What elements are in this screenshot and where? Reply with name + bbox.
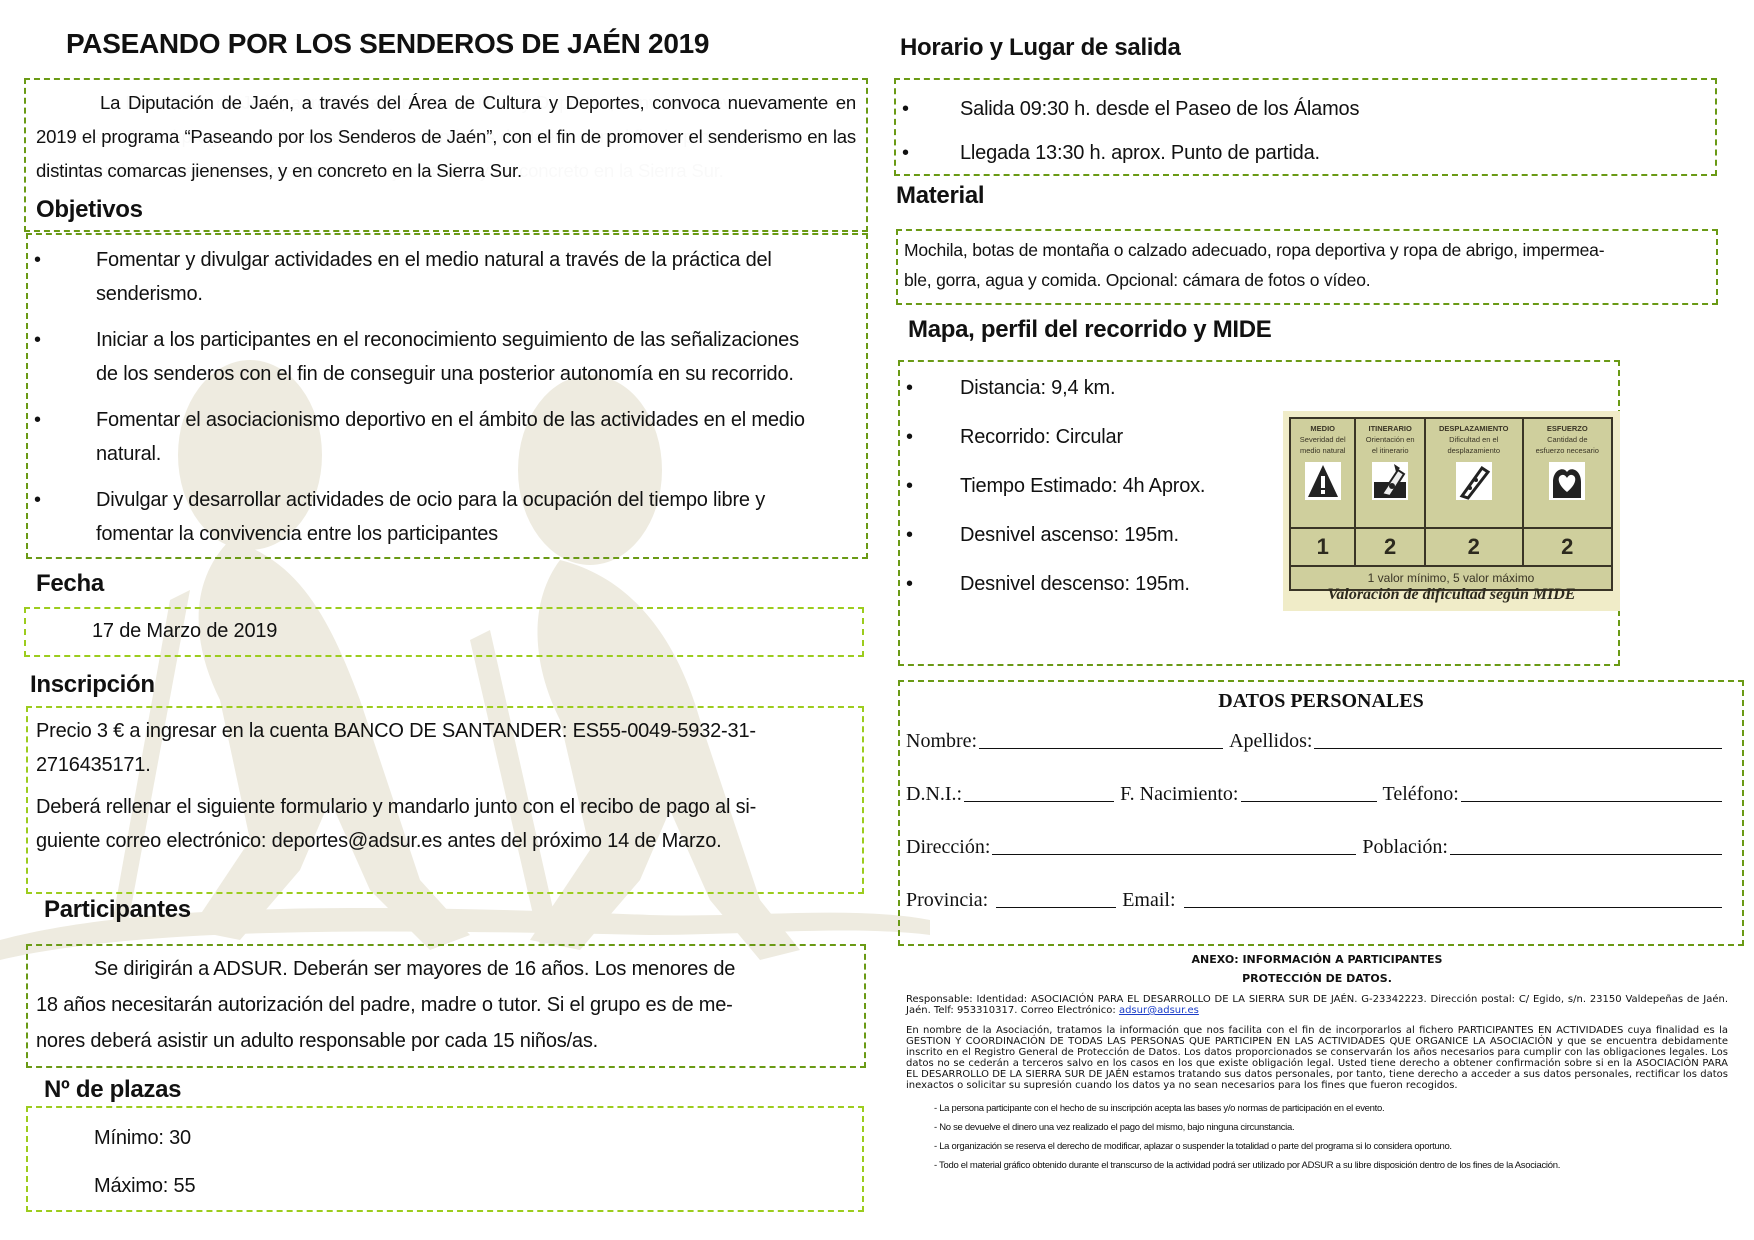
mide-col-name: MEDIO — [1310, 424, 1336, 433]
annex-responsable — [906, 994, 1728, 1016]
provincia-field[interactable] — [996, 887, 1116, 908]
apellidos-field[interactable] — [1314, 728, 1722, 749]
plazas-heading: Nº de plazas — [44, 1076, 182, 1103]
mapa-item-tiempo: • Tiempo Estimado: 4h Aprox. — [900, 462, 1618, 511]
material-heading: Material — [896, 182, 985, 209]
participantes-line: nores deberá asistir un adulto responsable por cada 15 niños/as. — [36, 1030, 599, 1052]
email-label: Email: — [1122, 889, 1176, 911]
plazas-maximo: Máximo: 55 — [94, 1175, 196, 1197]
mide-header-esfuerzo — [1523, 418, 1612, 528]
dni-field[interactable] — [964, 781, 1114, 802]
material-line: Mochila, botas de montaña o calzado adecuado, ropa deportiva y ropa de abrigo, impermea- — [904, 240, 1605, 260]
mide-value-desplazamiento: 2 — [1425, 528, 1523, 566]
email-field[interactable] — [1184, 887, 1722, 908]
direccion-label: Dirección: — [906, 836, 991, 858]
objetivo-item — [28, 323, 866, 391]
objetivo-line: fomentar la convivencia entre los participantes — [96, 523, 498, 545]
objetivo-line: • Fomentar y divulgar actividades en el medio natural a través de la práctica del — [96, 249, 772, 271]
mide-col-desc: Severidad del — [1299, 435, 1346, 444]
mapa-heading: Mapa, perfil del recorrido y MIDE — [908, 316, 1272, 343]
mapa-item-distancia: • Distancia: 9,4 km. — [900, 364, 1618, 413]
nacimiento-field[interactable] — [1241, 781, 1377, 802]
objetivo-line: • Fomentar el asociacionismo deportivo en el ámbito de las actividades en el medio — [96, 409, 805, 431]
mide-header-medio — [1290, 418, 1355, 528]
mide-col-name: ESFUERZO — [1546, 424, 1588, 433]
mide-header-desplazamiento — [1425, 418, 1523, 528]
annex-rule: - La organización se reserva el derecho de modificar, aplazar o suspender la totalidad o parte del programa si lo considera oportuno. — [934, 1141, 1452, 1152]
boot-icon — [1456, 462, 1492, 500]
inscripcion-heading: Inscripción — [30, 671, 155, 698]
fecha-heading: Fecha — [36, 570, 104, 597]
mide-value-itinerario: 2 — [1355, 528, 1424, 566]
mide-col-name: DESPLAZAMIENTO — [1439, 424, 1509, 433]
nacimiento-label: F. Nacimiento: — [1120, 783, 1239, 805]
mide-table — [1283, 411, 1620, 611]
annex-email-link[interactable]: adsur@adsur.es — [1118, 1005, 1199, 1016]
nombre-field[interactable] — [979, 728, 1223, 749]
mapa-item-descenso: • Desnivel descenso: 195m. — [900, 560, 1618, 609]
warning-triangle-icon — [1305, 462, 1341, 500]
form-row — [900, 753, 1742, 806]
mide-col-desc: el itinerario — [1371, 446, 1409, 455]
signpost-icon — [1372, 462, 1408, 500]
objetivo-item — [28, 243, 866, 311]
intro-paragraph: La Diputación de Jaén, a través del Área de Cultura y Deportes, convoca nuevamente en 2019 el programa “Paseando por los Senderos de Jaén”, con el fin de promover el senderismo en las distintas comarcas jienenses, y en concreto en la Sierra Sur. — [36, 92, 856, 181]
heart-effort-icon — [1549, 462, 1585, 500]
inscripcion-box — [26, 706, 864, 894]
annex-section — [906, 954, 1728, 1175]
direccion-field[interactable] — [992, 834, 1356, 855]
objetivo-line: de los senderos con el fin de conseguir una posterior autonomía en su recorrido. — [96, 363, 794, 385]
mapa-item-recorrido: • Recorrido: Circular — [900, 413, 1618, 462]
fecha-box — [24, 607, 864, 657]
objetivos-box — [26, 233, 868, 559]
inscripcion-line: Precio 3 € a ingresar en la cuenta BANCO DE SANTANDER: ES55-0049-5932-31- — [36, 720, 756, 742]
horario-item-salida: • Salida 09:30 h. desde el Paseo de los Álamos — [896, 85, 1715, 133]
objetivo-item — [28, 483, 866, 551]
fecha-value: 17 de Marzo de 2019 — [92, 620, 278, 642]
poblacion-label: Población: — [1362, 836, 1448, 858]
datos-personales-form — [898, 680, 1744, 946]
mide-header-itinerario — [1355, 418, 1424, 528]
objetivos-heading: Objetivos — [36, 196, 143, 223]
form-row — [900, 713, 1742, 753]
participantes-box — [26, 944, 866, 1068]
telefono-label: Teléfono: — [1382, 783, 1459, 805]
mide-col-name: ITINERARIO — [1368, 424, 1412, 433]
annex-responsable-text: Responsable: Identidad: ASOCIACIÓN PARA EL DESARROLLO DE LA SIERRA SUR DE JAÉN. G-23342223. Dirección postal: C/ Egido, s/n. 23150 Valdepeñas de Jaén. Jaén. Telf: 953310317. Correo Electrónico: — [906, 994, 1728, 1016]
mide-col-desc: medio natural — [1300, 446, 1346, 455]
mapa-item-ascenso: • Desnivel ascenso: 195m. — [900, 511, 1618, 560]
mide-col-desc: Orientación en — [1365, 435, 1415, 444]
mide-value-esfuerzo: 2 — [1523, 528, 1612, 566]
form-title: DATOS PERSONALES — [1218, 690, 1424, 712]
annex-subheading: PROTECCIÓN DE DATOS. — [1242, 972, 1392, 985]
participantes-line: 18 años necesitarán autorización del padre, madre o tutor. Si el grupo es de me- — [36, 994, 733, 1016]
mide-value-medio: 1 — [1290, 528, 1355, 566]
mide-scale: 1 valor mínimo, 5 valor máximo — [1290, 566, 1612, 590]
annex-rules-list — [906, 1099, 1728, 1175]
plazas-box — [26, 1106, 864, 1212]
participantes-line: Se dirigirán a ADSUR. Deberán ser mayores de 16 años. Los menores de — [94, 958, 736, 980]
inscripcion-line: guiente correo electrónico: deportes@adsur.es antes del próximo 14 de Marzo. — [36, 830, 722, 852]
form-row — [900, 859, 1742, 912]
material-box — [896, 229, 1718, 305]
annex-rule: - La persona participante con el hecho de su inscripción acepta las bases y/o normas de participación en el evento. — [934, 1103, 1385, 1114]
horario-item-llegada: • Llegada 13:30 h. aprox. Punto de partida. — [896, 133, 1715, 173]
mide-col-desc: Dificultad en el — [1449, 435, 1499, 444]
nombre-label: Nombre: — [906, 730, 978, 752]
horario-box — [894, 78, 1717, 176]
apellidos-label: Apellidos: — [1229, 730, 1313, 752]
objetivo-line: senderismo. — [96, 283, 203, 305]
page-title: PASEANDO POR LOS SENDEROS DE JAÉN 2019 — [66, 28, 710, 59]
inscripcion-line: 2716435171. — [36, 754, 151, 776]
intro-text — [26, 80, 866, 188]
objetivo-line: natural. — [96, 443, 162, 465]
plazas-minimo: Mínimo: 30 — [94, 1127, 191, 1149]
inscripcion-line: Deberá rellenar el siguiente formulario y mandarlo junto con el recibo de pago al si- — [36, 796, 757, 818]
annex-heading: ANEXO: INFORMACIÓN A PARTICIPANTES — [1191, 953, 1443, 966]
objetivo-line: • Divulgar y desarrollar actividades de ocio para la ocupación del tiempo libre y — [96, 489, 766, 511]
provincia-label: Provincia: — [906, 889, 989, 911]
mide-col-desc: Cantidad de — [1547, 435, 1588, 444]
mide-col-desc: desplazamiento — [1447, 446, 1501, 455]
annex-privacy-text: En nombre de la Asociación, tratamos la información que nos facilita con el fin de incorporarlos al fichero PARTICIPANTES EN ACTIVIDADES cuya finalidad es la GESTION Y COORDINACIÓN DE TODAS LAS PERSONAS QUE PARTICIPEN EN LAS ACTIVIDADES QUE ORGANICE LA ASOCIACIÓN y que se encuentra debidamente inscrito en el Registro General de Protección de Datos. Los datos proporcionados se conservarán los años necesarios para cumplir con las obligaciones legales. Los datos no se cederán a terceros salvo en los casos en los que existe obligación legal. Usted tiene derecho a obtener confirmación sobre si en la ASOCIACIÓN PARA EL DESARROLLO DE LA SIERRA SUR DE JAÉN estamos tratando sus datos personales, por tanto, tiene derecho a acceder a sus datos personales, rectificar los datos inexactos o solicitar su supresión cuando los datos ya no sean necesarios para los fines que fueron recogidos. — [906, 1025, 1728, 1091]
annex-rule: - Todo el material gráfico obtenido durante el transcurso de la actividad podrá ser utilizado por ADSUR a su libre disposición dentro de los fines de la Asociación. — [934, 1160, 1561, 1171]
annex-rule: - No se devuelve el dinero una vez realizado el pago del mismo, bajo ninguna circunstancia. — [934, 1122, 1295, 1133]
form-row — [900, 806, 1742, 859]
intro-box — [24, 78, 868, 232]
telefono-field[interactable] — [1461, 781, 1722, 802]
mide-caption: Valoración de dificultad según MIDE — [1327, 586, 1576, 603]
participantes-heading: Participantes — [44, 896, 191, 923]
poblacion-field[interactable] — [1450, 834, 1722, 855]
dni-label: D.N.I.: — [906, 783, 963, 805]
objetivo-item — [28, 403, 866, 471]
mide-col-desc: esfuerzo necesario — [1535, 446, 1599, 455]
material-line: ble, gorra, agua y comida. Opcional: cámara de fotos o vídeo. — [904, 270, 1371, 290]
objetivo-line: • Iniciar a los participantes en el reconocimiento seguimiento de las señalizaciones — [96, 329, 799, 351]
horario-heading: Horario y Lugar de salida — [900, 34, 1181, 61]
